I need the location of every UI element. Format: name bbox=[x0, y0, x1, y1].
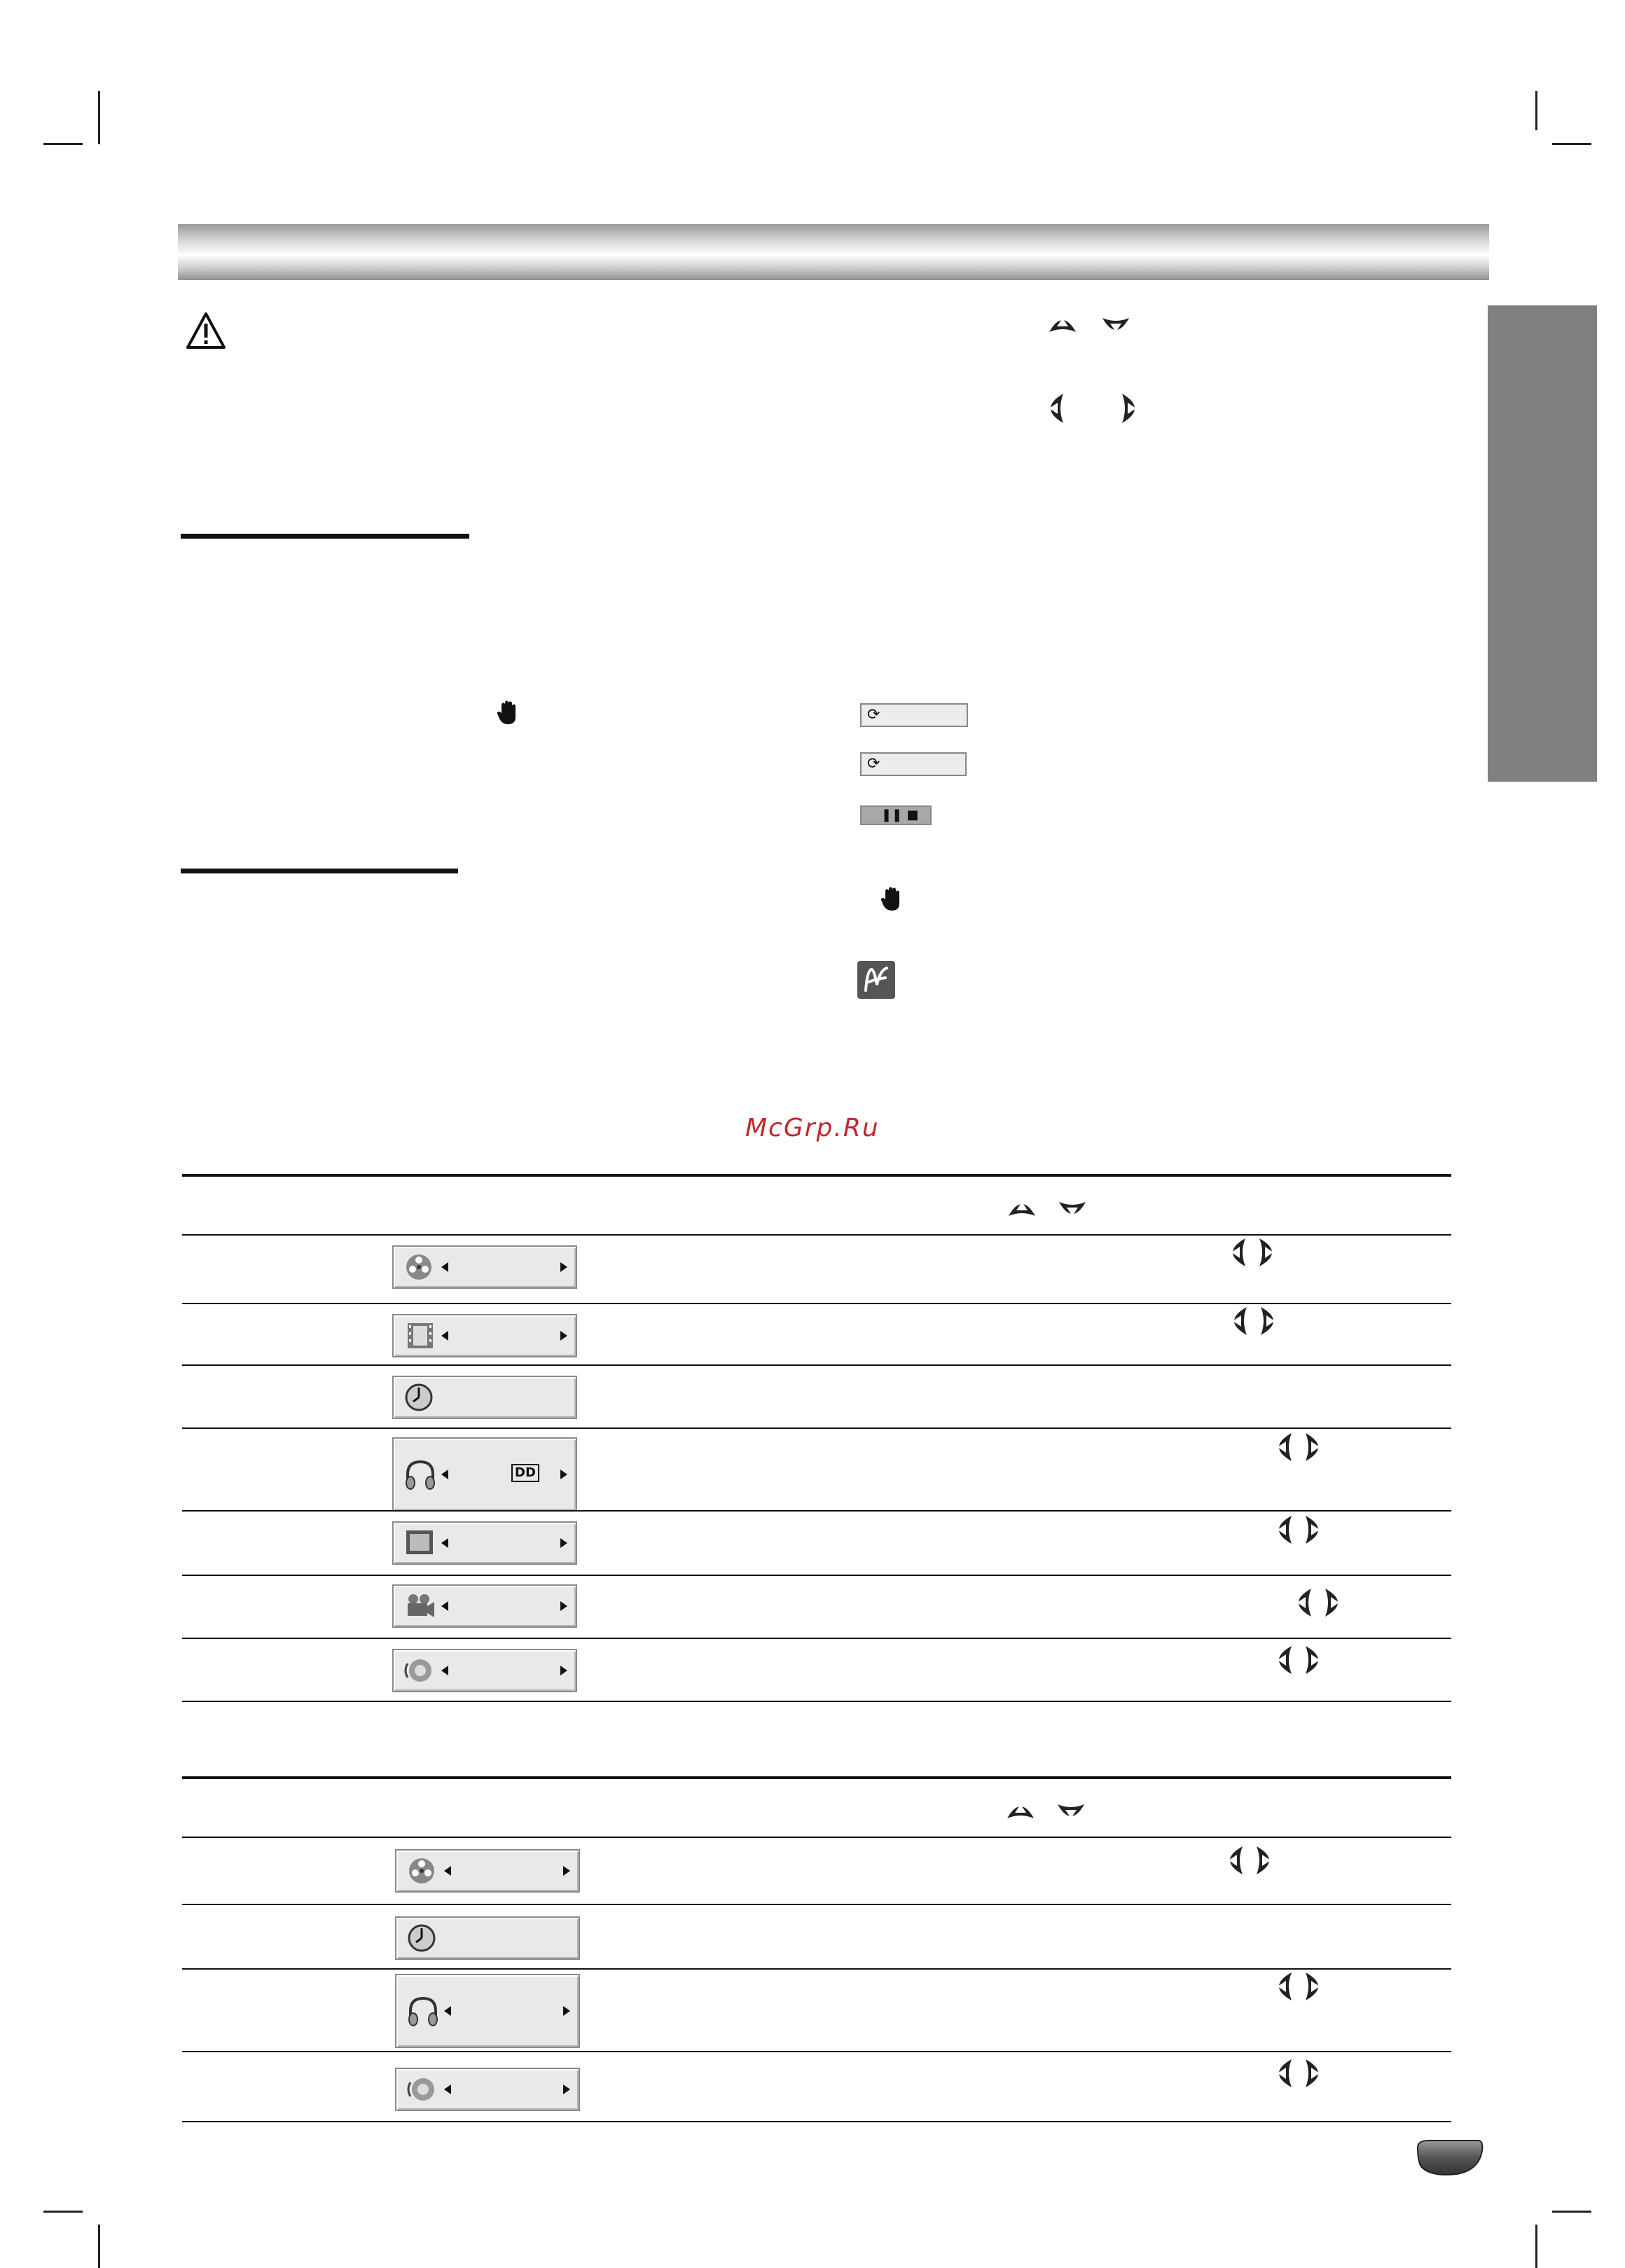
right-triangle-icon bbox=[560, 1538, 567, 1548]
left-right-arrow-buttons-icon bbox=[1269, 1643, 1329, 1677]
osd-track-selector bbox=[395, 1849, 580, 1893]
pause-stop-status-bar bbox=[860, 805, 932, 825]
speaker-icon bbox=[403, 1654, 437, 1687]
left-triangle-icon bbox=[441, 1262, 448, 1272]
table-rule bbox=[182, 2121, 1451, 2122]
disc-reel-icon bbox=[403, 1250, 437, 1284]
headphones-icon bbox=[406, 1994, 440, 2028]
repeat-icon: ⟳ bbox=[867, 755, 880, 773]
left-arrow-button-icon bbox=[1042, 391, 1066, 426]
section-heading-rule bbox=[181, 869, 458, 873]
crop-mark bbox=[1552, 143, 1591, 145]
left-right-arrow-buttons-icon bbox=[1224, 1304, 1285, 1338]
right-triangle-icon bbox=[560, 1601, 567, 1611]
note-n-icon bbox=[857, 961, 895, 999]
header-gradient-bar bbox=[178, 224, 1489, 280]
left-right-arrow-buttons-icon bbox=[1269, 2056, 1329, 2090]
crop-mark bbox=[98, 91, 100, 144]
table-rule bbox=[182, 1701, 1451, 1702]
hand-stop-icon bbox=[496, 699, 520, 726]
osd-audio-selector bbox=[392, 1437, 577, 1512]
headphones-icon bbox=[403, 1458, 437, 1491]
osd-angle-selector bbox=[392, 1584, 577, 1628]
table-rule bbox=[182, 1968, 1451, 1970]
crop-mark bbox=[98, 2225, 100, 2268]
repeat-icon: ⟳ bbox=[867, 706, 880, 724]
osd-title-selector bbox=[392, 1245, 577, 1289]
pause-stop-icon: ❚❚ ■ bbox=[881, 808, 919, 822]
left-right-arrow-buttons-icon bbox=[1223, 1236, 1283, 1269]
right-triangle-icon bbox=[560, 1262, 567, 1272]
left-right-arrow-buttons-icon bbox=[1289, 1586, 1349, 1619]
left-triangle-icon bbox=[441, 1331, 448, 1341]
right-triangle-icon bbox=[563, 2006, 570, 2016]
osd-audio-selector bbox=[395, 1974, 580, 2048]
clock-icon bbox=[403, 1381, 437, 1414]
dolby-digital-label: DD bbox=[511, 1464, 539, 1482]
osd-subtitle-selector bbox=[392, 1521, 577, 1565]
down-arrow-button-icon bbox=[1056, 1195, 1088, 1223]
film-strip-icon bbox=[403, 1319, 437, 1353]
left-right-arrow-buttons-icon bbox=[1269, 1430, 1329, 1464]
up-arrow-button-icon bbox=[1046, 311, 1079, 339]
right-triangle-icon bbox=[563, 1866, 570, 1876]
crop-mark bbox=[43, 143, 83, 145]
osd-sound-selector bbox=[395, 2068, 580, 2111]
speaker-icon bbox=[406, 2073, 440, 2106]
osd-chapter-selector bbox=[392, 1314, 577, 1357]
page-number-badge bbox=[1415, 2138, 1485, 2177]
camera-angle-icon bbox=[403, 1589, 437, 1623]
left-triangle-icon bbox=[441, 1538, 448, 1548]
table-rule bbox=[182, 1427, 1451, 1429]
down-arrow-button-icon bbox=[1100, 311, 1132, 339]
right-arrow-button-icon bbox=[1119, 391, 1143, 426]
left-right-arrow-buttons-icon bbox=[1220, 1844, 1280, 1877]
left-right-arrow-buttons-icon bbox=[1269, 1513, 1329, 1547]
right-triangle-icon bbox=[560, 1331, 567, 1341]
osd-time-display bbox=[395, 1916, 580, 1960]
hand-stop-icon bbox=[880, 885, 904, 912]
left-triangle-icon bbox=[441, 1601, 448, 1611]
osd-sound-selector bbox=[392, 1649, 577, 1692]
left-right-arrow-buttons-icon bbox=[1269, 1970, 1329, 2003]
table-rule bbox=[182, 1904, 1451, 1905]
left-triangle-icon bbox=[444, 1866, 451, 1876]
up-arrow-button-icon bbox=[1006, 1195, 1038, 1223]
side-section-tab bbox=[1488, 305, 1597, 782]
up-arrow-button-icon bbox=[1004, 1797, 1037, 1825]
disc-reel-icon bbox=[406, 1854, 440, 1888]
table-rule bbox=[182, 1575, 1451, 1576]
warning-triangle-icon bbox=[185, 311, 227, 350]
table-rule bbox=[182, 1174, 1451, 1177]
table-rule bbox=[182, 1776, 1451, 1779]
watermark: McGrp.Ru bbox=[745, 1114, 880, 1142]
left-triangle-icon bbox=[441, 1470, 448, 1479]
left-triangle-icon bbox=[441, 1666, 448, 1675]
down-arrow-button-icon bbox=[1055, 1797, 1087, 1825]
table-rule bbox=[182, 2051, 1451, 2052]
table-rule bbox=[182, 1837, 1451, 1838]
tv-screen-icon bbox=[403, 1526, 437, 1560]
left-triangle-icon bbox=[444, 2006, 451, 2016]
crop-mark bbox=[1552, 2211, 1591, 2213]
right-triangle-icon bbox=[560, 1470, 567, 1479]
left-triangle-icon bbox=[444, 2084, 451, 2094]
table-rule bbox=[182, 1364, 1451, 1366]
repeat-status-bar bbox=[860, 703, 968, 727]
osd-time-display bbox=[392, 1376, 577, 1419]
right-triangle-icon bbox=[563, 2084, 570, 2094]
table-rule bbox=[182, 1638, 1451, 1639]
crop-mark bbox=[43, 2211, 83, 2213]
crop-mark bbox=[1535, 2225, 1537, 2268]
clock-icon bbox=[406, 1921, 440, 1955]
repeat-status-bar bbox=[860, 752, 967, 776]
right-triangle-icon bbox=[560, 1666, 567, 1675]
section-heading-rule bbox=[181, 534, 469, 539]
crop-mark bbox=[1535, 91, 1537, 130]
table-rule bbox=[182, 1510, 1451, 1512]
